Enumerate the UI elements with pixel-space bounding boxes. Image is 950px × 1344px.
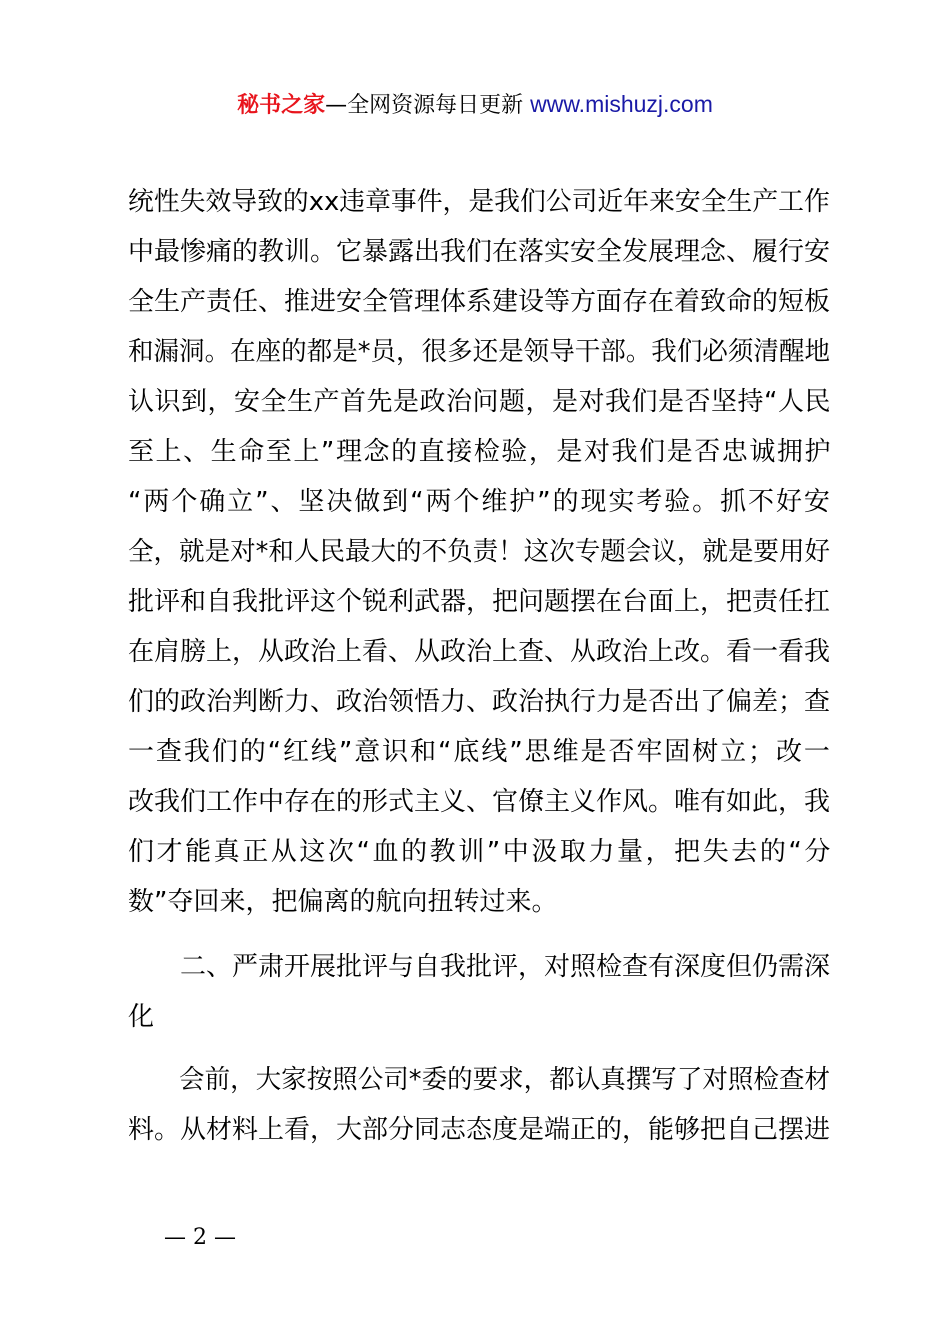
text-line: 和漏洞。在座的都是*员，很多还是领导干部。我们必须清醒地 bbox=[128, 337, 831, 367]
section-heading-line: 二、严肃开展批评与自我批评，对照检查有深度但仍需深 bbox=[128, 952, 831, 982]
text-line: 认识到，安全生产首先是政治问题，是对我们是否坚持“人民 bbox=[128, 387, 831, 417]
text-line: 中最惨痛的教训。它暴露出我们在落实安全发展理念、履行安 bbox=[128, 237, 831, 267]
text-line: 至上、生命至上”理念的直接检验，是对我们是否忠诚拥护 bbox=[128, 437, 833, 467]
text-line: 料。从材料上看，大部分同志态度是端正的，能够把自己摆进 bbox=[128, 1115, 831, 1145]
page-number: — 2 — bbox=[164, 1225, 236, 1250]
document-header bbox=[0, 86, 950, 124]
section-heading-line: 化 bbox=[128, 1002, 155, 1032]
header-url: www.mishuzj.com bbox=[530, 91, 713, 117]
header-brand: 秘书之家 bbox=[237, 93, 326, 118]
text-line: 批评和自我批评这个锐利武器，把问题摆在台面上，把责任扛 bbox=[128, 587, 831, 617]
text-line: 会前，大家按照公司*委的要求，都认真撰写了对照检查材 bbox=[128, 1065, 831, 1095]
text-line: 数”夺回来，把偏离的航向扭转过来。 bbox=[128, 887, 558, 917]
text-line: “两个确立”、坚决做到“两个维护”的现实考验。抓不好安 bbox=[128, 487, 832, 517]
text-line: 们的政治判断力、政治领悟力、政治执行力是否出了偏差；查 bbox=[128, 687, 831, 717]
text-line: 在肩膀上，从政治上看、从政治上查、从政治上改。看一看我 bbox=[128, 637, 831, 667]
header-slogan: —全网资源每日更新 bbox=[325, 93, 524, 118]
text-line: 一查我们的“红线”意识和“底线”思维是否牢固树立；改一 bbox=[128, 737, 832, 767]
text-line: 统性失效导致的xx违章事件，是我们公司近年来安全生产工作 bbox=[128, 187, 830, 217]
text-line: 改我们工作中存在的形式主义、官僚主义作风。唯有如此，我 bbox=[128, 787, 831, 817]
text-line: 全，就是对*和人民最大的不负责！这次专题会议，就是要用好 bbox=[128, 537, 831, 567]
text-line: 们才能真正从这次“血的教训”中汲取力量，把失去的“分 bbox=[128, 837, 833, 867]
text-line: 全生产责任、推进安全管理体系建设等方面存在着致命的短板 bbox=[128, 287, 831, 317]
